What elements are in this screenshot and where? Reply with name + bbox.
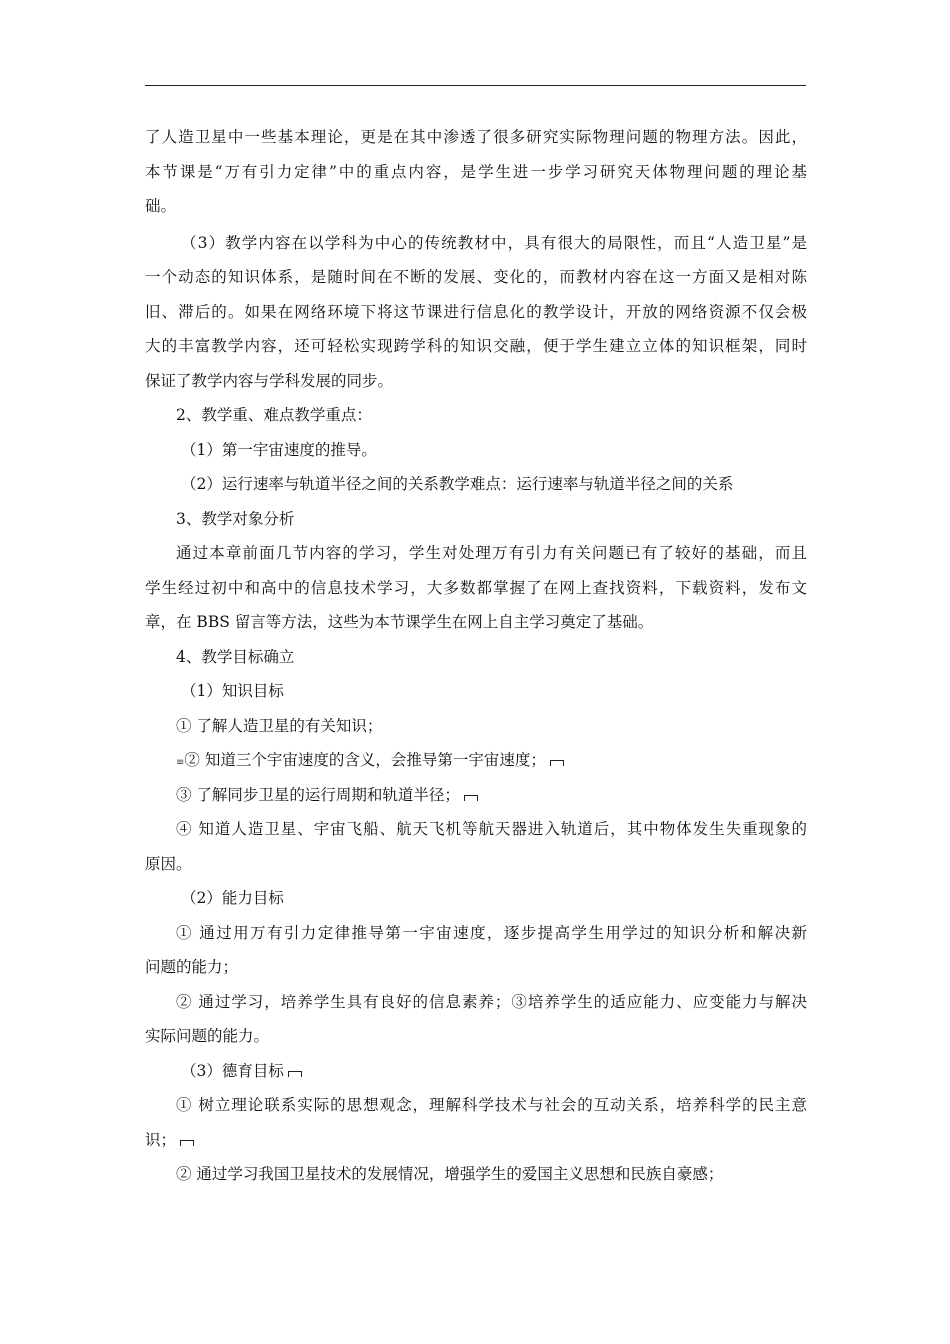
- list-item: ④ 知道人造卫星、宇宙飞船、航天飞机等航天器进入轨道后，其中物体发生失重现象的: [176, 820, 807, 838]
- section-heading: 4、教学目标确立: [176, 647, 295, 666]
- paragraph-line: 问题的能力；: [145, 958, 239, 976]
- paragraph-line: 实际问题的能力。: [145, 1027, 270, 1045]
- prefix-mark: ≡: [176, 757, 184, 768]
- header-rule: [145, 85, 806, 86]
- list-item: ① 了解人造卫星的有关知识；: [176, 716, 383, 735]
- list-item: ① 通过用万有引力定律推导第一宇宙速度，逐步提高学生用学过的知识分析和解决新: [176, 923, 807, 942]
- list-item: ② 通过学习，培养学生具有良好的信息素养；③培养学生的适应能力、应变能力与解决: [176, 992, 807, 1011]
- section-heading: 3、教学对象分析: [176, 509, 295, 528]
- paragraph-line: 一个动态的知识体系，是随时间在不断的发展、变化的，而教材内容在这一方面又是相对陈: [145, 268, 807, 286]
- bracket-mark-icon: [180, 1140, 194, 1146]
- list-item: ② 通过学习我国卫星技术的发展情况，增强学生的爱国主义思想和民族自豪感；: [176, 1165, 724, 1183]
- document-body: [145, 120, 807, 1192]
- list-item: ≡② 知道三个宇宙速度的含义，会推导第一宇宙速度；: [145, 743, 807, 778]
- section-heading: 2、教学重、难点教学重点：: [176, 406, 372, 424]
- subsection-heading: （1）知识目标: [181, 682, 284, 700]
- paragraph-line: 础。: [145, 197, 177, 215]
- paragraph-line: 学生经过初中和高中的信息技术学习，大多数都掌握了在网上查找资料，下载资料，发布文: [145, 578, 807, 597]
- list-item: ③ 了解同步卫星的运行周期和轨道半径；: [145, 778, 807, 813]
- paragraph-line: 原因。: [145, 854, 192, 873]
- subsection-heading: （2）能力目标: [181, 889, 284, 907]
- paragraph-line: 大的丰富教学内容，还可轻松实现跨学科的知识交融，便于学生建立立体的知识框架，同时: [145, 337, 807, 355]
- list-item: ① 树立理论联系实际的思想观念，理解科学技术与社会的互动关系，培养科学的民主意: [176, 1096, 807, 1114]
- paragraph-line: 保证了教学内容与学科发展的同步。: [145, 371, 394, 390]
- bracket-mark-icon: [288, 1071, 302, 1077]
- subsection-heading: （3）德育目标: [145, 1054, 807, 1089]
- paragraph-line: （3）教学内容在以学科为中心的传统教材中，具有很大的局限性，而且“人造卫星”是: [181, 233, 807, 252]
- paragraph-line: 通过本章前面几节内容的学习，学生对处理万有引力有关问题已有了较好的基础，而且: [176, 544, 807, 562]
- paragraph-line: 旧、滞后的。如果在网络环境下将这节课进行信息化的教学设计，开放的网络资源不仅会极: [145, 302, 807, 321]
- paragraph-line: 本节课是“万有引力定律”中的重点内容，是学生进一步学习研究天体物理问题的理论基: [145, 162, 807, 181]
- paragraph-line: 章，在 BBS 留言等方法，这些为本节课学生在网上自主学习奠定了基础。: [145, 613, 654, 631]
- bracket-mark-icon: [550, 760, 564, 766]
- bracket-mark-icon: [464, 795, 478, 801]
- list-item: （1）第一宇宙速度的推导。: [181, 440, 377, 459]
- list-item: （2）运行速率与轨道半径之间的关系教学难点：运行速率与轨道半径之间的关系: [181, 475, 734, 493]
- paragraph-line: 识；: [145, 1123, 807, 1158]
- paragraph-line: 了人造卫星中一些基本理论，更是在其中渗透了很多研究实际物理问题的物理方法。因此，: [145, 128, 807, 146]
